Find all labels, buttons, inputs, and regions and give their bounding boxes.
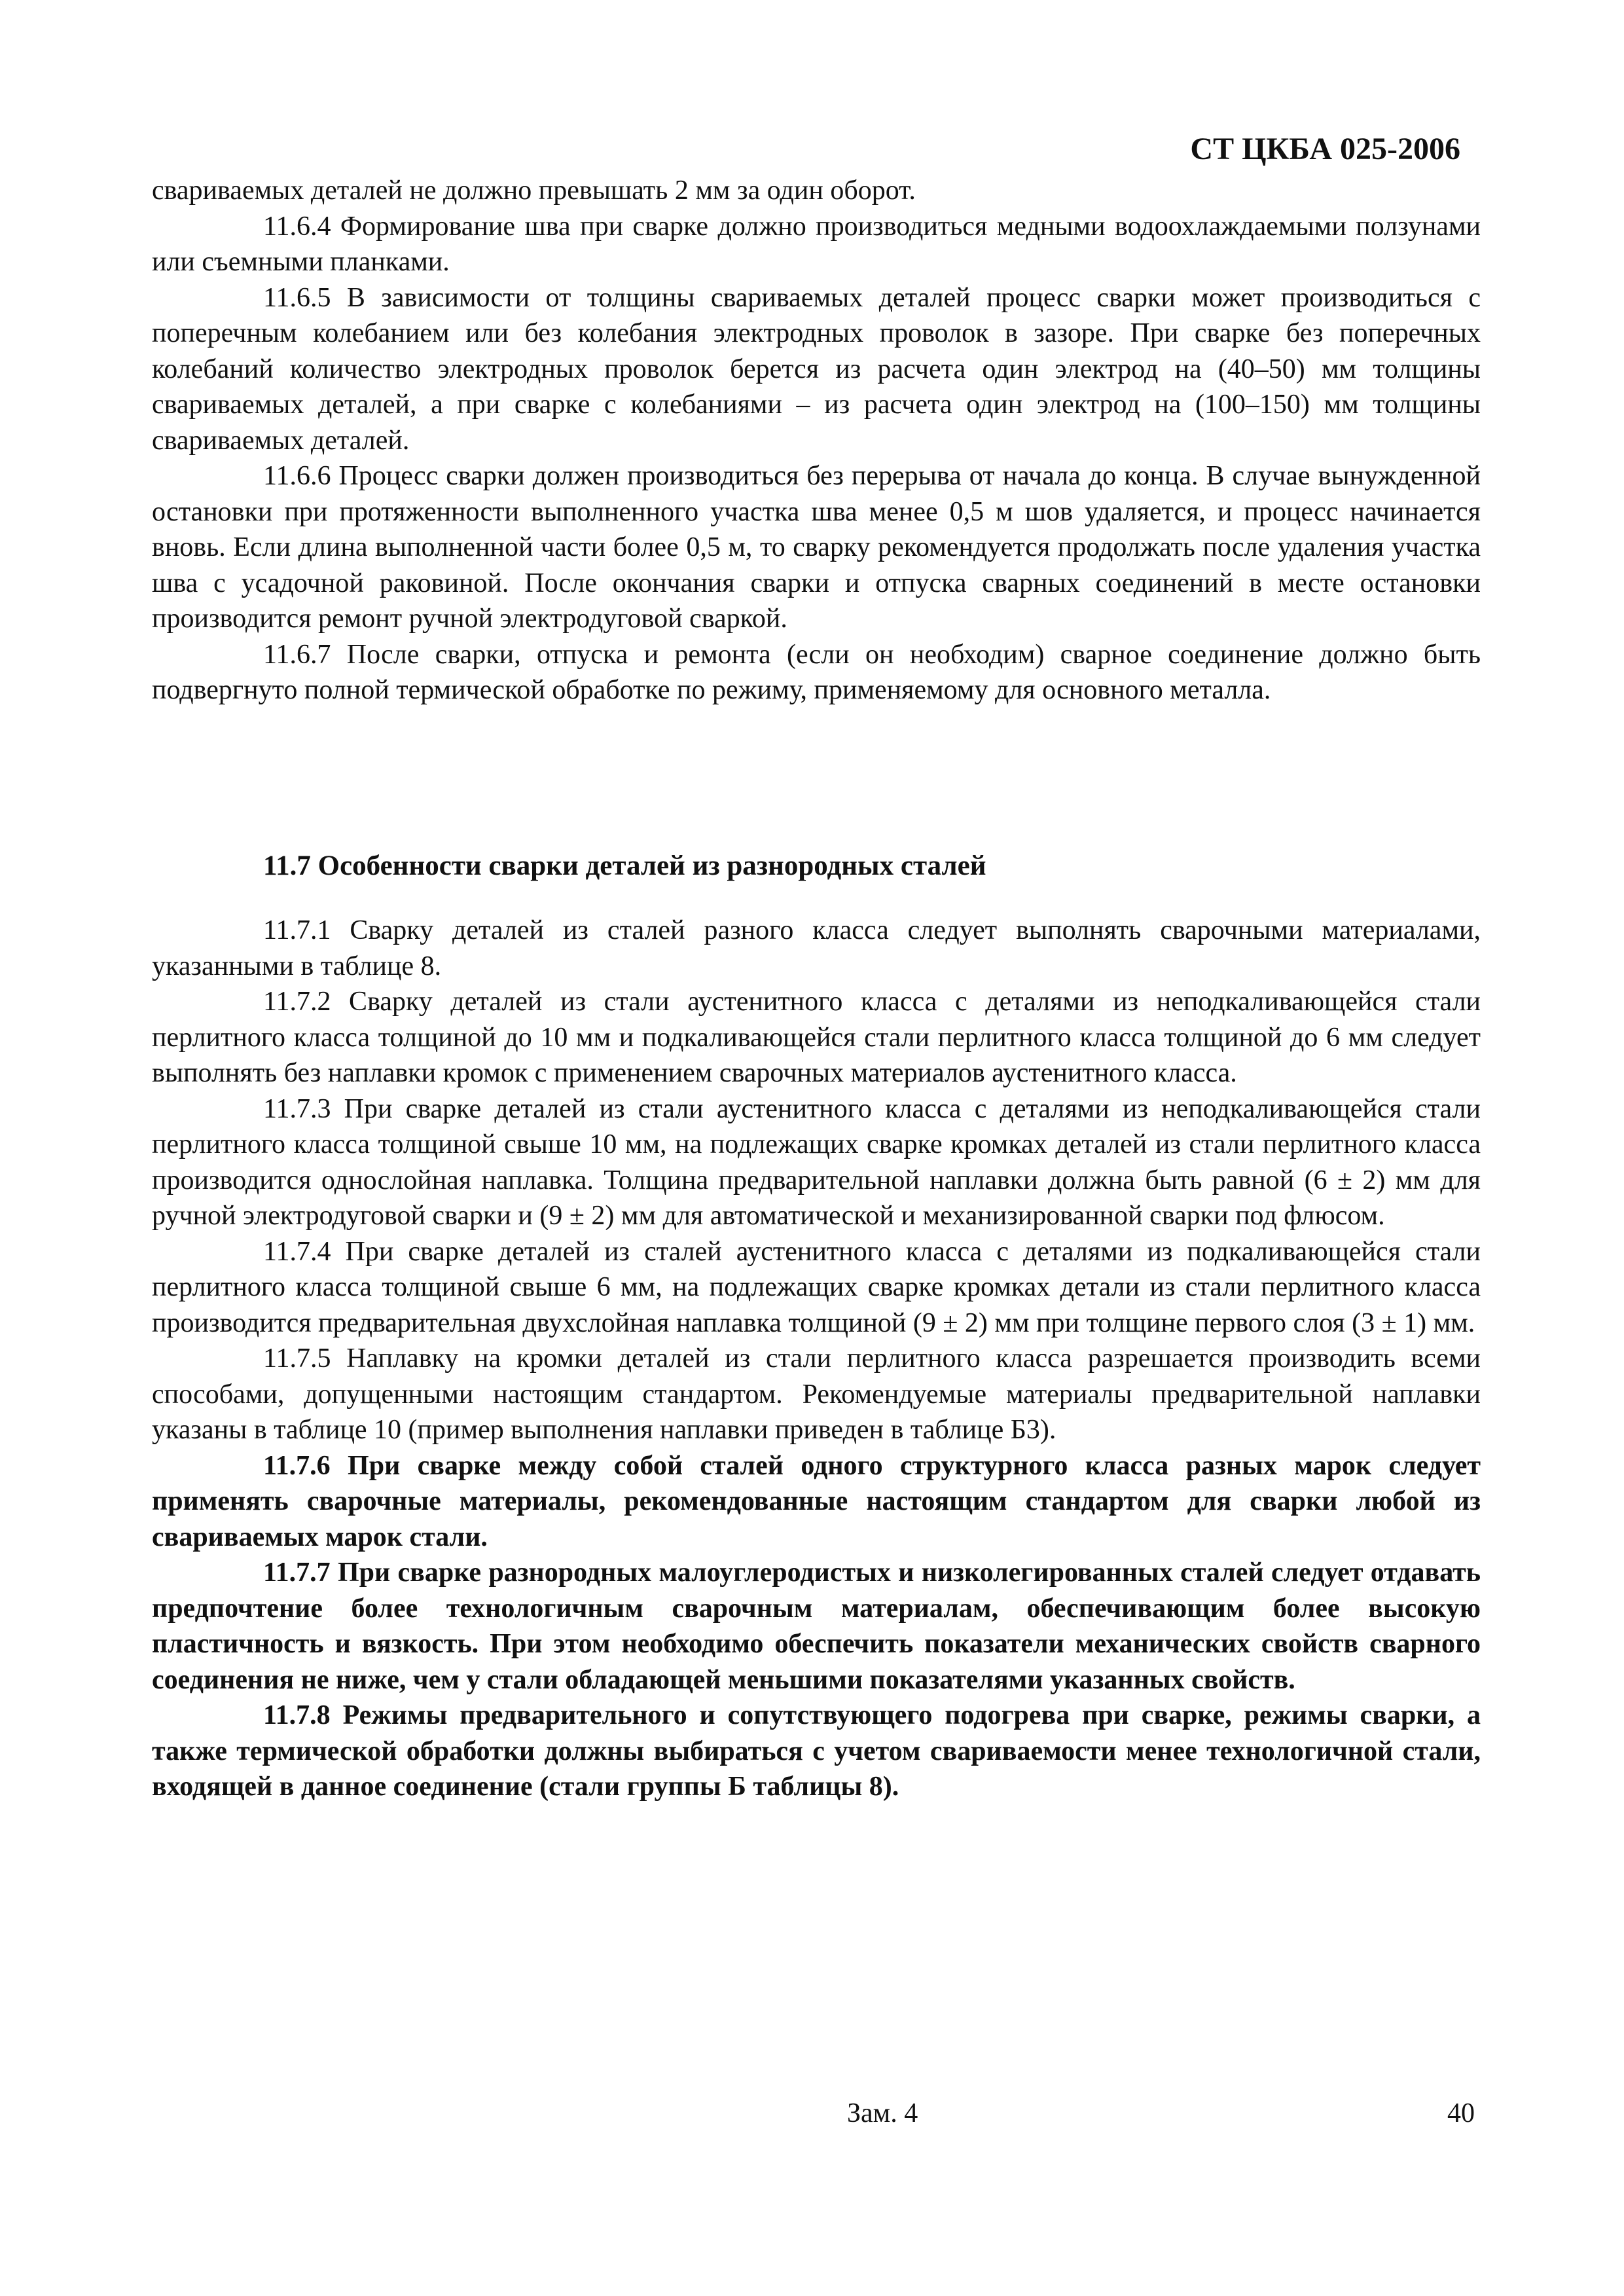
text-block-section-11-7: [152, 913, 1481, 1805]
amendment-note: Зам. 4: [847, 2098, 918, 2128]
paragraph-11-6-7: 11.6.7 После сварки, отпуска и ремонта (если он необходим) сварное соединение должно быть подвергнуто полной термической обработке по режиму, применяемому для основного металла.: [152, 639, 1481, 705]
paragraph-11-7-5: 11.7.5 Наплавку на кромки деталей из стали перлитного класса разрешается производить всеми способами, допущенными настоящим стандартом. Рекомендуемые материалы предварительной наплавки указаны в таблице 10 (пример выполнения наплавки приведен в таблице Б3).: [152, 1343, 1481, 1445]
paragraph-11-7-6: 11.7.6 При сварке между собой сталей одного структурного класса разных марок следует применять сварочные материалы, рекомендованные настоящим стандартом для сварки любой из свариваемых марок стали.: [152, 1450, 1481, 1552]
document-code: СТ ЦКБА 025-2006: [1190, 132, 1460, 166]
paragraph-11-7-2: 11.7.2 Сварку деталей из стали аустенитного класса с деталями из неподкаливающейся стали перлитного класса толщиной до 10 мм и подкаливающейся стали перлитного класса толщиной до 6 мм следует выполнять без наплавки кромок с применением сварочных материалов аустенитного класса.: [152, 987, 1481, 1088]
paragraph-11-7-7: 11.7.7 При сварке разнородных малоуглеродистых и низколегированных сталей следует отдавать предпочтение более технологичным сварочным материалам, обеспечивающим более высокую пластичность и вязкость. При этом необходимо обеспечить показатели механических свойств сварного соединения не ниже, чем у стали обладающей меньшими показателями указанных свойств.: [152, 1558, 1481, 1695]
paragraph-11-7-4: 11.7.4 При сварке деталей из сталей аустенитного класса с деталями из подкаливающейся стали перлитного класса толщиной свыше 6 мм, на подлежащих сварке кромках детали из стали перлитного класса производится предварительная двухслойная наплавка толщиной (9 ± 2) мм при толщине первого слоя (3 ± 1) мм.: [152, 1236, 1481, 1338]
paragraph-11-6-4: 11.6.4 Формирование шва при сварке должно производиться медными водоохлаждаемыми ползунами или съемными планками.: [152, 211, 1481, 277]
paragraph-11-7-3: 11.7.3 При сварке деталей из стали аустенитного класса с деталями из неподкаливающейся стали перлитного класса толщиной свыше 10 мм, на подлежащих сварке кромках деталей из стали перлитного класса производится однослойная наплавка. Толщина предварительной наплавки должна быть равной (6 ± 2) мм для ручной электродуговой сварки и (9 ± 2) мм для автоматической и механизированной сварки под флюсом.: [152, 1093, 1481, 1231]
paragraph-11-6-5: 11.6.5 В зависимости от толщины свариваемых деталей процесс сварки может производиться с поперечным колебанием или без колебания электродных проволок в зазоре. При сварке без поперечных колебаний количество электродных проволок берется из расчета один электрод на (40–50) мм толщины свариваемых деталей, а при сварке с колебаниями – из расчета один электрод на (100–150) мм толщины свариваемых деталей.: [152, 282, 1481, 456]
paragraph-11-7-1: 11.7.1 Сварку деталей из сталей разного класса следует выполнять сварочными материалами, указанными в таблице 8.: [152, 915, 1481, 981]
paragraph-11-7-8: 11.7.8 Режимы предварительного и сопутствующего подогрева при сварке, режимы сварки, а также термической обработки должны выбираться с учетом свариваемости менее технологичной стали, входящей в данное соединение (стали группы Б таблицы 8).: [152, 1700, 1481, 1802]
section-heading-11-7: 11.7 Особенности сварки деталей из разнородных сталей: [263, 850, 986, 881]
paragraph-11-6-6: 11.6.6 Процесс сварки должен производиться без перерыва от начала до конца. В случае вынужденной остановки при протяженности выполненного участка шва менее 0,5 м шов удаляется, и процесс начинается вновь. Если длина выполненной части более 0,5 м, то сварку рекомендуется продолжать после удаления участка шва с усадочной раковиной. После окончания сварки и отпуска сварных соединений в месте остановки производится ремонт ручной электродуговой сваркой.: [152, 461, 1481, 634]
paragraph-continuation: свариваемых деталей не должно превышать 2 мм за один оборот.: [152, 175, 916, 206]
page-number: 40: [1447, 2098, 1475, 2128]
text-block-continuation: [152, 173, 1481, 708]
